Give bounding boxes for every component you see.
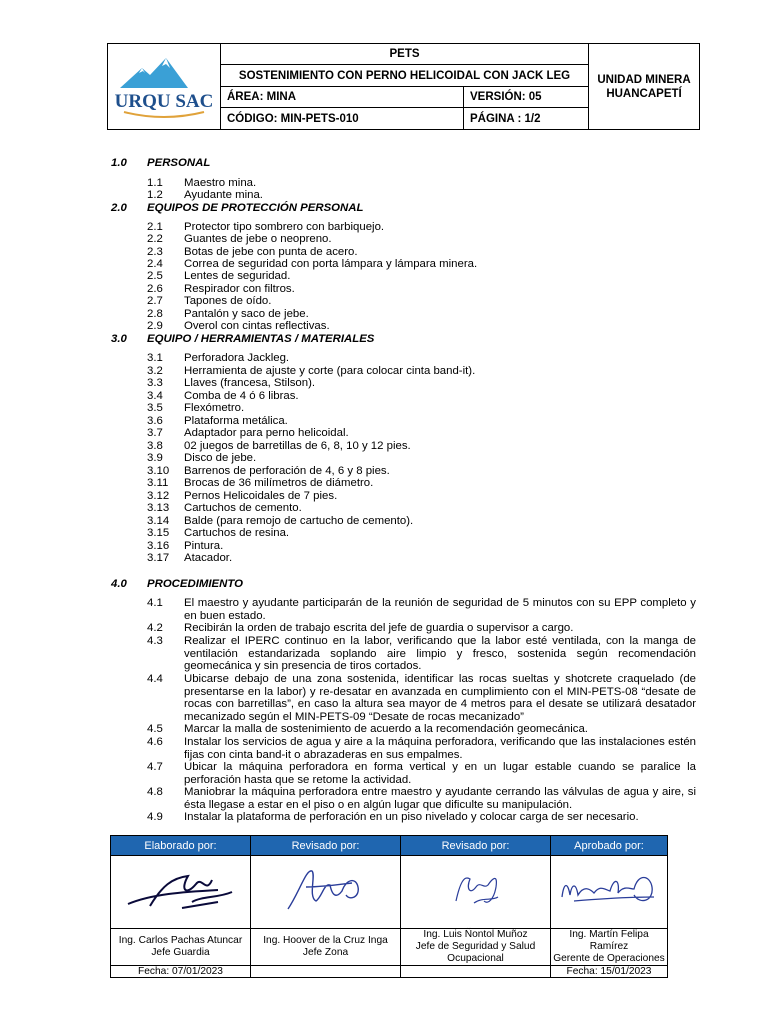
section-number: 3.0	[111, 333, 127, 345]
reviewed-by-name: Ing. Hoover de la Cruz Inga Jefe Zona	[251, 929, 401, 966]
reviewed-date	[401, 966, 551, 978]
reviewed-by-header: Revisado por:	[251, 836, 401, 856]
mountain-logo-icon	[114, 52, 214, 122]
section-number: 2.0	[111, 202, 127, 214]
reviewed-by-name: Ing. Luis Ñontol Muñoz Jefe de Seguridad y Salud Ocupacional	[401, 929, 551, 966]
signature-elaborated	[111, 856, 251, 929]
page-field: PÁGINA : 1/2	[464, 108, 589, 130]
version-field: VERSIÓN: 05	[464, 87, 589, 108]
pets-label: PETS	[221, 44, 589, 65]
mining-unit: UNIDAD MINERA HUANCAPETÍ	[589, 44, 700, 130]
approval-table	[110, 835, 668, 978]
section-title: EQUIPO / HERRAMIENTAS / MATERIALES	[147, 333, 375, 345]
area-field: ÁREA: MINA	[221, 87, 464, 108]
approved-by-header: Aprobado por:	[551, 836, 668, 856]
signature-reviewed-2	[401, 856, 551, 929]
document-title: SOSTENIMIENTO CON PERNO HELICOIDAL CON JACK LEG	[221, 65, 589, 87]
handwritten-signature-icon	[276, 861, 376, 921]
reviewed-by-header: Revisado por:	[401, 836, 551, 856]
signature-reviewed-1	[251, 856, 401, 929]
signature-approved	[551, 856, 668, 929]
section-title: PERSONAL	[147, 157, 211, 169]
section-number: 1.0	[111, 157, 127, 169]
approved-by-name: Ing. Martín Felipa Ramírez Gerente de Operaciones	[551, 929, 668, 966]
elaborated-by-header: Elaborado por:	[111, 836, 251, 856]
approved-date: Fecha: 15/01/2023	[551, 966, 668, 978]
handwritten-signature-icon	[426, 861, 526, 921]
code-field: CÓDIGO: MIN-PETS-010	[221, 108, 464, 130]
company-logo	[108, 44, 221, 130]
handwritten-signature-icon	[122, 866, 240, 916]
section-number: 4.0	[111, 578, 127, 590]
handwritten-signature-icon	[554, 861, 664, 921]
logo-text: URQU SAC	[114, 90, 214, 112]
elaborated-date: Fecha: 07/01/2023	[111, 966, 251, 978]
reviewed-date	[251, 966, 401, 978]
section-title: PROCEDIMIENTO	[147, 578, 243, 590]
section-title: EQUIPOS DE PROTECCIÓN PERSONAL	[147, 202, 364, 214]
document-header	[107, 43, 700, 130]
elaborated-by-name: Ing. Carlos Pachas Atuncar Jefe Guardia	[111, 929, 251, 966]
